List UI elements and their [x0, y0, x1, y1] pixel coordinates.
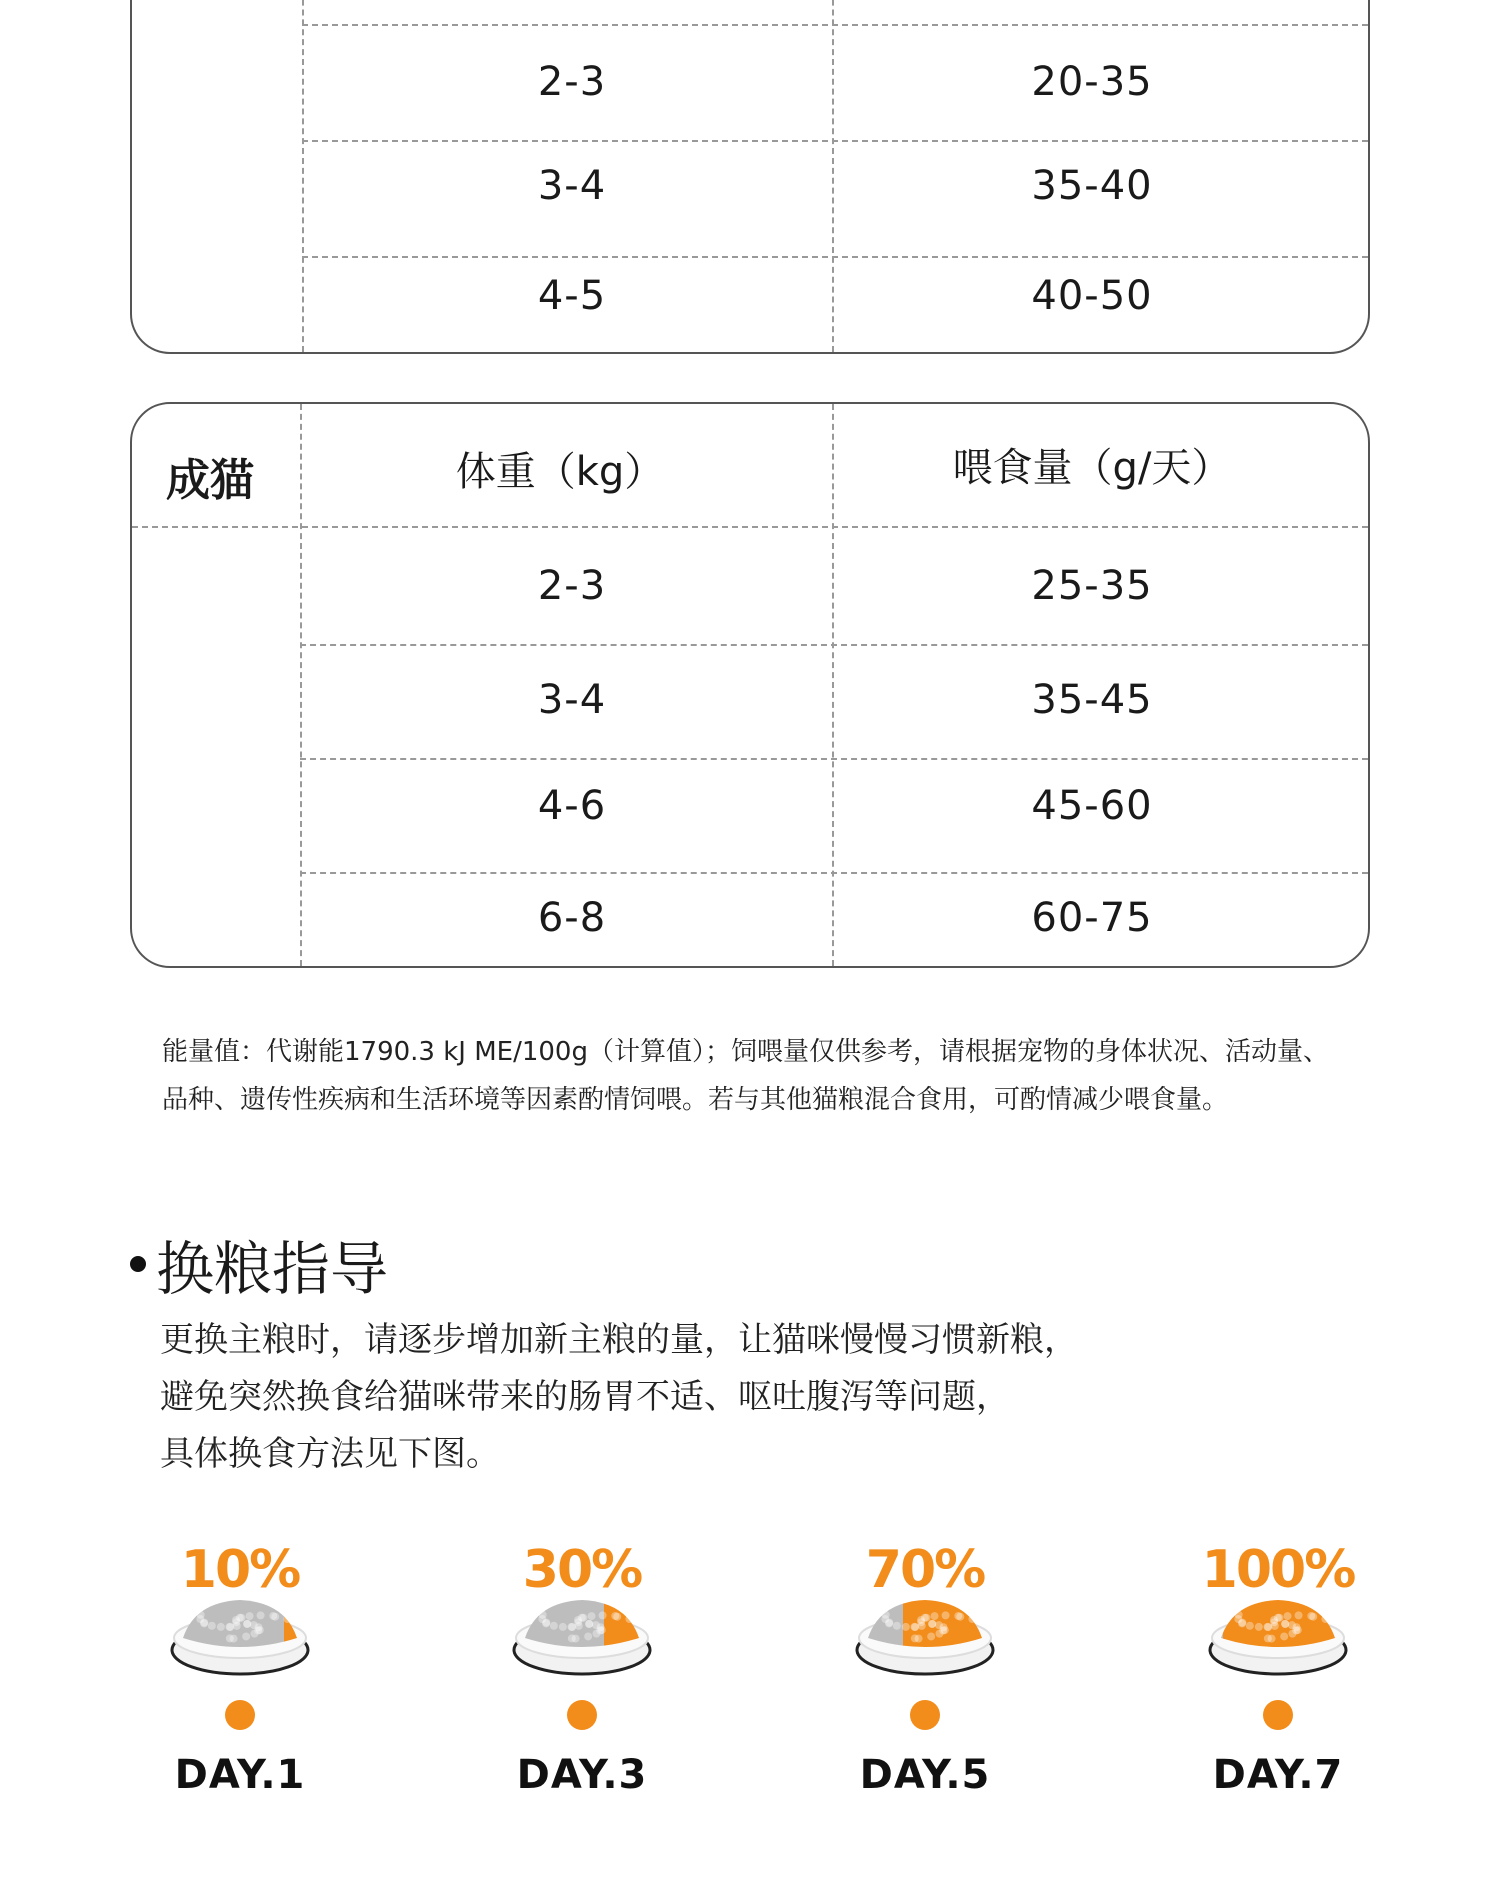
step-percent: 70% [865, 1540, 985, 1600]
amount-cell: 20-35 [1031, 59, 1153, 105]
adult-cat-label: 成猫 [166, 455, 254, 506]
row-divider [302, 256, 1368, 258]
transition-step [805, 1540, 1045, 1798]
section-title [130, 1222, 388, 1306]
timeline-dot-icon [225, 1700, 255, 1730]
description-line: 避免突然换食给猫咪带来的肠胃不适、呕吐腹泻等问题， [160, 1377, 1010, 1417]
weight-cell: 2-3 [537, 563, 607, 609]
amount-cell: 60-75 [1031, 895, 1153, 941]
header-divider [132, 526, 1368, 528]
step-percent: 30% [522, 1540, 642, 1600]
timeline-dot-icon [1263, 1700, 1293, 1730]
section-title-text: 换粮指导 [156, 1235, 389, 1303]
step-day: DAY.3 [516, 1752, 648, 1798]
step-percent: 100% [1201, 1540, 1355, 1600]
step-percent: 10% [180, 1540, 300, 1600]
amount-cell: 35-45 [1031, 677, 1153, 723]
row-divider [300, 758, 1368, 760]
column-divider [302, 0, 304, 352]
amount-cell: 35-40 [1031, 163, 1153, 209]
adult-feeding-table [130, 402, 1370, 968]
kitten-feeding-table [130, 0, 1370, 354]
note-line: 品种、遗传性疾病和生活环境等因素酌情饲喂。若与其他猫粮混合食用，可酌情减少喂食量。 [162, 1085, 1229, 1115]
weight-column-header: 体重（kg） [455, 449, 665, 495]
transition-step [462, 1540, 702, 1798]
description-line: 更换主粮时，请逐步增加新主粮的量，让猫咪慢慢习惯新粮， [160, 1320, 1078, 1360]
step-day: DAY.1 [174, 1752, 306, 1798]
amount-cell: 40-50 [1031, 273, 1153, 319]
weight-cell: 4-6 [537, 783, 607, 829]
step-day: DAY.5 [859, 1752, 991, 1798]
amount-column-header: 喂食量（g/天） [952, 445, 1232, 491]
step-day: DAY.7 [1212, 1752, 1344, 1798]
guide-description [160, 1312, 1078, 1483]
row-divider [302, 24, 1368, 26]
row-divider [300, 644, 1368, 646]
weight-cell: 3-4 [537, 163, 607, 209]
transition-step [120, 1540, 360, 1798]
transition-step [1158, 1540, 1398, 1798]
bullet-icon [130, 1256, 146, 1272]
row-divider [302, 140, 1368, 142]
timeline-dot-icon [567, 1700, 597, 1730]
row-divider [300, 872, 1368, 874]
amount-cell: 25-35 [1031, 563, 1153, 609]
energy-note [162, 1028, 1462, 1124]
weight-cell: 4-5 [537, 273, 607, 319]
description-line: 具体换食方法见下图。 [160, 1434, 500, 1474]
amount-cell: 45-60 [1031, 783, 1153, 829]
weight-cell: 6-8 [537, 895, 607, 941]
note-line: 能量值：代谢能1790.3 kJ ME/100g（计算值）；饲喂量仅供参考，请根据宠物的身体状况、活动量、 [162, 1037, 1329, 1067]
weight-cell: 2-3 [537, 59, 607, 105]
weight-cell: 3-4 [537, 677, 607, 723]
timeline-dot-icon [910, 1700, 940, 1730]
